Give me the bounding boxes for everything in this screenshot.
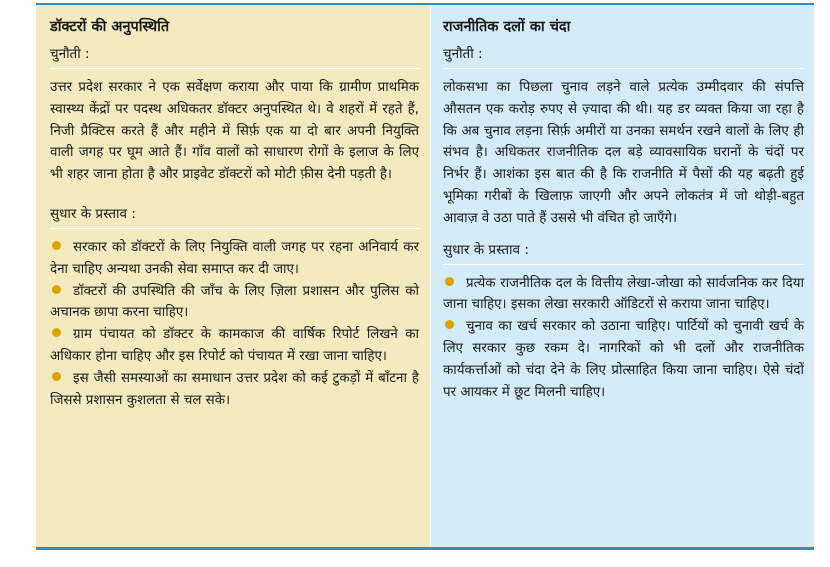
proposal-text: चुनाव का खर्च सरकार को उठाना चाहिए। पार्टियों को चुनावी खर्च के लिए सरकार कुछ रकम दे। नागरिकों को भी दलों और राजनीतिक कार्यकर्त्ताओं को चंदा देने के लिए प्रोत्साहित किया जाना चाहिए। ऐसे चंदों पर आयकर में छूट मिलनी चाहिए।: [443, 319, 804, 400]
challenge-label: चुनौती :: [50, 46, 90, 62]
panel-party-funding: [431, 5, 814, 547]
proposal-text: डॉक्टरों की उपस्थिति की जाँच के लिए ज़िला प्रशासन और पुलिस को अचानक छापा करना चाहिए।: [50, 283, 419, 321]
bottom-border: [36, 547, 814, 550]
divider-rule: [443, 264, 804, 265]
divider-rule: [50, 228, 419, 229]
challenge-label: चुनौती :: [443, 46, 483, 62]
divider-rule: [443, 68, 804, 69]
bullet-icon: [445, 320, 454, 329]
proposal-label: सुधार के प्रस्ताव :: [50, 205, 136, 222]
proposal-text: सरकार को डॉक्टरों के लिए नियुक्ति वाली जगह पर रहना अनिवार्य कर देना चाहिए अन्यथा उनकी सेवा समाप्त कर दी जाए।: [50, 239, 419, 277]
bullet-icon: [52, 285, 61, 294]
bullet-icon: [52, 328, 61, 337]
proposal-text: प्रत्येक राजनीतिक दल के वित्तीय लेखा-जोखा को सार्वजनिक कर दिया जाना चाहिए। इसका लेखा सरकारी ऑडिटरों से कराया जाना चाहिए।: [443, 275, 804, 313]
proposal-text: इस जैसी समस्याओं का समाधान उत्तर प्रदेश को कई टुकड़ों में बाँटना है जिससे प्रशासन कुशलता से चल सके।: [50, 370, 419, 408]
proposal-item: [50, 324, 419, 368]
challenge-text: लोकसभा का पिछला चुनाव लड़ने वाले प्रत्येक उम्मीदवार की संपत्ति औसतन एक करोड़ रुपए से ज़्यादा की थी। यह डर व्यक्त किया जा रहा है कि अब चुनाव लड़ना सिर्फ़ अमीरों या उनका समर्थन रखने वालों के लिए ही संभव है। अधिकतर राजनीतिक दल बड़े व्यावसायिक घरानों के चंदों पर निर्भर हैं। आशंका इस बात की है कि राजनीति में पैसों की यह बढ़ती हुई भूमिका गरीबों के खिलाफ़ जाएगी और अपने लोकतंत्र में जो थोड़ी-बहुत आवाज़ वे उठा पाते हैं उससे भी वंचित हो जाएँगे।: [443, 80, 804, 226]
panel-title: राजनीतिक दलों का चंदा: [443, 19, 571, 35]
panel-doctors-absence: [36, 5, 431, 547]
challenge-text: उत्तर प्रदेश सरकार ने एक सर्वेक्षण कराया और पाया कि ग्रामीण प्राथमिक स्वास्थ्य केंद्रों पर पदस्थ अधिकतर डॉक्टर अनुपस्थित थे। वे शहरों में रहते हैं, निजी प्रैक्टिस करते हैं और महीने में सिर्फ़ एक या दो बार अपनी नियुक्ति वाली जगह पर घूम आते हैं। गाँव वालों को साधारण रोगों के इलाज के लिए भी शहर जाना होता है और प्राइवेट डॉक्टरों को मोटी फ़ीस देनी पड़ती है।: [50, 80, 419, 183]
proposal-label: सुधार के प्रस्ताव :: [443, 241, 529, 258]
proposal-text: ग्राम पंचायत को डॉक्टर के कामकाज की वार्षिक रिपोर्ट लिखने का अधिकार होना चाहिए और इस रिपोर्ट को पंचायत में रखा जाना चाहिए।: [50, 327, 419, 364]
proposal-item: [50, 281, 419, 325]
bullet-icon: [52, 372, 61, 381]
proposal-item: [50, 368, 419, 412]
proposal-item: [50, 237, 419, 281]
divider-rule: [50, 68, 419, 69]
proposal-item: [443, 316, 804, 403]
proposal-item: [443, 273, 804, 317]
panel-title: डॉक्टरों की अनुपस्थिति: [50, 19, 170, 35]
bullet-icon: [52, 241, 61, 250]
bullet-icon: [445, 277, 454, 286]
